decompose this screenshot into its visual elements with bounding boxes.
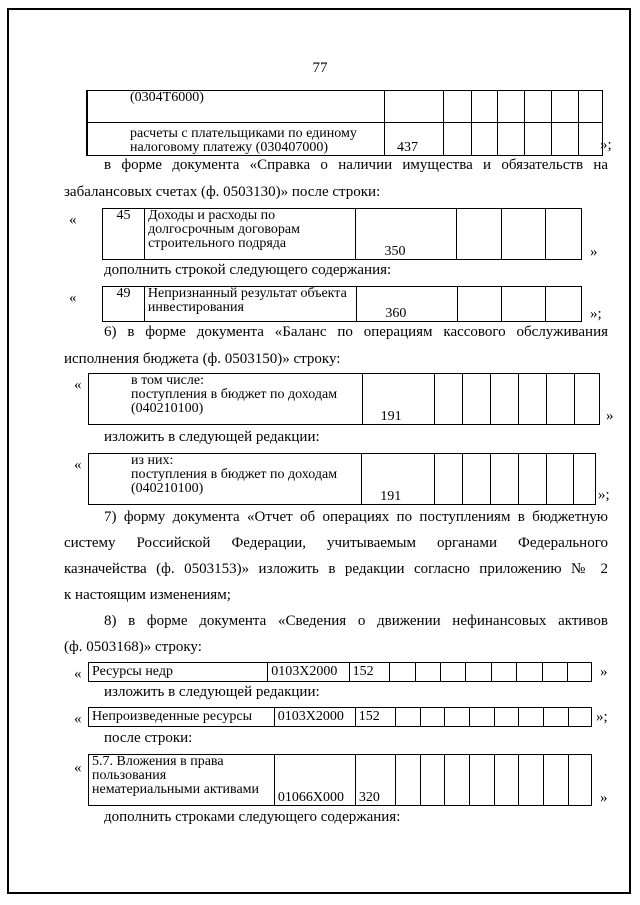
- table-2-open-quote: «: [69, 212, 77, 228]
- table-2: [102, 208, 582, 260]
- table-3-open-quote: «: [69, 290, 77, 306]
- table-7-close-quote: »;: [596, 709, 608, 725]
- table-4-text-line1: в том числе:: [131, 373, 204, 388]
- table-6: [88, 662, 592, 682]
- table-4-code: 191: [362, 374, 435, 425]
- table-3-num: 49: [103, 287, 145, 322]
- table-7-text: Непроизведенные ресурсы: [89, 708, 275, 727]
- table-5-text-line3: (040210100): [131, 481, 204, 496]
- table-3-text-line1: Непризнанный результат объекта: [147, 286, 347, 301]
- table-3: [102, 286, 582, 322]
- table-2-text-line1: Доходы и расходы по: [148, 208, 276, 223]
- table-5-text-line2: поступления в бюджет по доходам: [131, 467, 338, 482]
- table-1-row2-code: 437: [385, 123, 444, 156]
- table-8-text-line1: 5.7. Вложения в права: [92, 754, 224, 769]
- table-6-code2: 152: [349, 663, 390, 682]
- table-1: [86, 90, 603, 156]
- para-5-line4: к настоящим изменениям;: [64, 587, 231, 603]
- table-8: [88, 754, 592, 806]
- table-6-close-quote: »: [600, 664, 608, 680]
- table-8-close-quote: »: [600, 790, 608, 806]
- para-9: дополнить строками следующего содержания:: [104, 809, 401, 825]
- table-8-open-quote: «: [74, 760, 82, 776]
- table-4-text-line2: поступления в бюджет по доходам: [131, 387, 338, 402]
- table-2-num: 45: [103, 209, 145, 260]
- table-5-text: [89, 454, 362, 505]
- page-number: 77: [312, 60, 328, 76]
- table-3-close-quote: »;: [590, 306, 602, 322]
- table-2-code: 350: [356, 209, 457, 260]
- table-5-open-quote: «: [74, 457, 82, 473]
- table-8-code1: 01066Х000: [274, 755, 355, 806]
- para-3-line2: исполнения бюджета (ф. 0503150)» строку:: [64, 351, 341, 367]
- table-5: [88, 453, 596, 505]
- para-5-line2: систему Российской Федерации, учитываемым органами Федерального: [64, 535, 608, 551]
- table-3-code: 360: [357, 287, 458, 322]
- table-2-close-quote: »: [590, 244, 598, 260]
- table-8-text: [89, 755, 275, 806]
- table-2-text-line3: строительного подряда: [148, 236, 287, 251]
- table-3-text: [144, 287, 356, 322]
- table-4: [88, 373, 600, 425]
- table-5-close-quote: »;: [598, 487, 610, 503]
- table-7-open-quote: «: [74, 711, 82, 727]
- table-8-code2: 320: [355, 755, 395, 806]
- table-6-code1: 0103Х2000: [268, 663, 349, 682]
- table-4-text-line3: (040210100): [131, 401, 204, 416]
- para-6-line2: (ф. 0503168)» строку:: [64, 639, 202, 655]
- table-1-close-quote: »;: [600, 137, 612, 153]
- para-8: после строки:: [104, 730, 193, 746]
- table-7-code1: 0103Х2000: [274, 708, 355, 727]
- table-2-text: [145, 209, 356, 260]
- table-4-close-quote: »: [606, 408, 614, 424]
- table-6-open-quote: «: [74, 666, 82, 682]
- table-5-text-line1: из них:: [131, 453, 174, 468]
- table-2-text-line2: долгосрочным договорам: [148, 222, 300, 237]
- para-4: изложить в следующей редакции:: [104, 429, 320, 445]
- table-5-code: 191: [362, 454, 435, 505]
- table-6-text: Ресурсы недр: [89, 663, 268, 682]
- para-6-line1: 8) в форме документа «Сведения о движении нефинансовых активов: [104, 613, 608, 629]
- table-4-text: [89, 374, 363, 425]
- para-3-line1: 6) в форме документа «Баланс по операциям кассового обслуживания: [104, 324, 608, 340]
- table-3-text-line2: инвестирования: [147, 300, 244, 315]
- table-8-text-line2: пользования: [92, 768, 167, 783]
- para-7: изложить в следующей редакции:: [104, 684, 320, 700]
- para-5-line3: казначейства (ф. 0503153)» изложить в редакции согласно приложению № 2: [64, 561, 608, 577]
- table-8-text-line3: нематериальными активами: [92, 782, 260, 797]
- table-1-row1-text: (0304Т6000): [87, 91, 385, 123]
- para-1-line2: забалансовых счетах (ф. 0503130)» после строки:: [64, 184, 381, 200]
- table-1-row2-line1: расчеты с плательщиками по единому: [130, 126, 357, 141]
- table-1-row2-text: [87, 123, 385, 156]
- para-2: дополнить строкой следующего содержания:: [104, 262, 392, 278]
- para-5-line1: 7) форму документа «Отчет об операциях по поступлениям в бюджетную: [104, 509, 608, 525]
- table-7: [88, 707, 592, 727]
- table-4-open-quote: «: [74, 377, 82, 393]
- table-7-code2: 152: [355, 708, 395, 727]
- para-1-line1: в форме документа «Справка о наличии имущества и обязательств на: [104, 157, 608, 173]
- table-1-row2-line2: налоговому платежу (030407000): [130, 140, 328, 155]
